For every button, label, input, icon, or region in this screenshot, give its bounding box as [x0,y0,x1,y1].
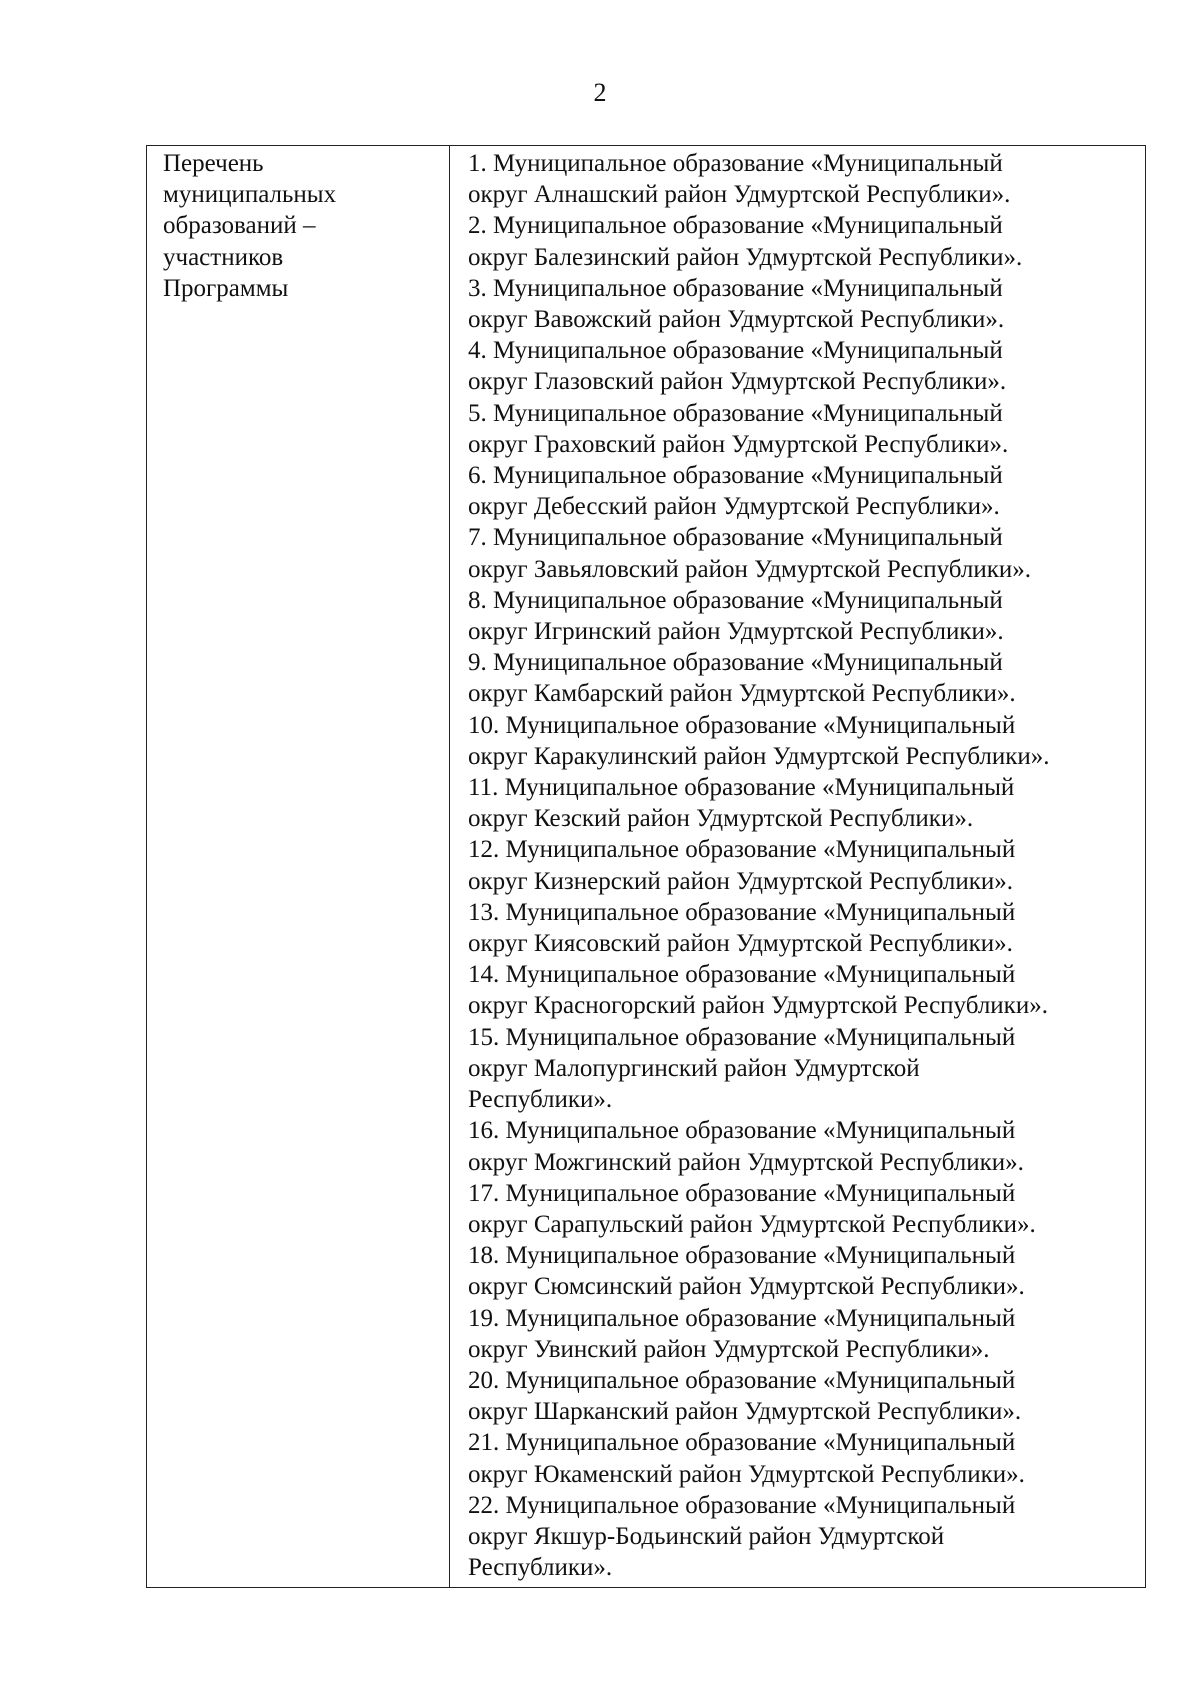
list-item [468,585,1145,647]
list-item-line: округ Киясовский район Удмуртской Республики». [468,930,1013,958]
label-line: участников [163,243,284,271]
list-item-line: округ Кизнерский район Удмуртской Республики». [468,867,1013,895]
list-item-line: округ Юкаменский район Удмуртской Республики». [468,1460,1025,1488]
list-item [468,1022,1145,1116]
list-item [468,522,1145,584]
list-item-line: 1. Муниципальное образование «Муниципальный [468,150,1003,177]
list-item-line: 6. Муниципальное образование «Муниципальный [468,462,1003,490]
page-number: 2 [593,78,607,107]
list-item-line: 14. Муниципальное образование «Муниципальный [468,961,1016,989]
list-item-line: округ Сарапульский район Удмуртской Республики». [468,1210,1036,1238]
list-item [468,772,1145,834]
list-item [468,897,1145,959]
list-item-line: округ Камбарский район Удмуртской Республики». [468,680,1016,708]
list-item-line: округ Красногорский район Удмуртской Республики». [468,992,1048,1020]
list-item-line: 8. Муниципальное образование «Муниципальный [468,586,1003,614]
list-item-line: 18. Муниципальное образование «Муниципальный [468,1242,1016,1270]
list-item [468,460,1145,522]
label-line: Программы [163,274,289,302]
list-item-line: 10. Муниципальное образование «Муниципальный [468,711,1016,739]
list-item-line: 16. Муниципальное образование «Муниципальный [468,1117,1016,1145]
list-item-line: округ Дебесский район Удмуртской Республики». [468,493,1000,521]
list-item-line: 22. Муниципальное образование «Муниципальный [468,1491,1016,1519]
list-item-line: округ Увинский район Удмуртской Республики». [468,1335,990,1363]
list-item-line: 11. Муниципальное образование «Муниципальный [468,774,1015,802]
list-item-line: округ Малопургинский район Удмуртской [468,1054,920,1082]
list-item [468,273,1145,335]
list-item-line: 12. Муниципальное образование «Муниципальный [468,836,1016,864]
list-item [468,1427,1145,1489]
participants-table [146,145,1146,1588]
municipalities-list-cell [450,146,1145,1587]
list-item-line: 3. Муниципальное образование «Муниципальный [468,274,1003,302]
list-item-line: округ Граховский район Удмуртской Республики». [468,430,1009,458]
list-item-line: 13. Муниципальное образование «Муниципальный [468,898,1016,926]
list-item-line: 5. Муниципальное образование «Муниципальный [468,399,1003,427]
list-item [468,959,1145,1021]
list-item [468,210,1145,272]
list-item [468,1178,1145,1240]
list-item-line: 2. Муниципальное образование «Муниципальный [468,212,1003,240]
list-item-line: округ Завьяловский район Удмуртской Республики». [468,555,1032,583]
list-item-line: округ Сюмсинский район Удмуртской Республики». [468,1273,1025,1301]
list-item-line: округ Вавожский район Удмуртской Республики». [468,306,1005,334]
list-item [468,710,1145,772]
list-item [468,834,1145,896]
list-item-line: 9. Муниципальное образование «Муниципальный [468,649,1003,677]
list-item-line: округ Глазовский район Удмуртской Республики». [468,368,1007,396]
list-item-line: Республики». [468,1086,613,1114]
table-label-cell [147,146,450,1587]
list-item-line: округ Якшур-Бодьинский район Удмуртской [468,1522,945,1550]
list-item-line: 21. Муниципальное образование «Муниципальный [468,1429,1016,1457]
list-item-line: округ Игринский район Удмуртской Республики». [468,618,1004,646]
list-item-line: 19. Муниципальное образование «Муниципальный [468,1304,1016,1332]
list-item [468,148,1145,210]
list-item [468,398,1145,460]
list-item-line: Республики». [468,1554,613,1582]
list-item-line: округ Балезинский район Удмуртской Республики». [468,243,1023,271]
list-item-line: округ Алнашский район Удмуртской Республики». [468,181,1011,209]
list-item-line: 17. Муниципальное образование «Муниципальный [468,1179,1016,1207]
list-item [468,1240,1145,1302]
list-item [468,1490,1145,1584]
list-item [468,1115,1145,1177]
list-item [468,335,1145,397]
list-item [468,1365,1145,1427]
list-item [468,647,1145,709]
list-item-line: 7. Муниципальное образование «Муниципальный [468,524,1003,552]
list-item-line: 4. Муниципальное образование «Муниципальный [468,337,1003,365]
list-item-line: округ Каракулинский район Удмуртской Республики». [468,742,1050,770]
label-line: Перечень [163,150,264,177]
list-item-line: округ Шарканский район Удмуртской Республики». [468,1398,1022,1426]
list-item [468,1303,1145,1365]
label-line: образований – [163,212,316,240]
label-line: муниципальных [163,181,337,209]
list-item-line: 20. Муниципальное образование «Муниципальный [468,1366,1016,1394]
list-item-line: 15. Муниципальное образование «Муниципальный [468,1023,1016,1051]
list-item-line: округ Кезский район Удмуртской Республики». [468,805,974,833]
list-item-line: округ Можгинский район Удмуртской Республики». [468,1148,1024,1176]
